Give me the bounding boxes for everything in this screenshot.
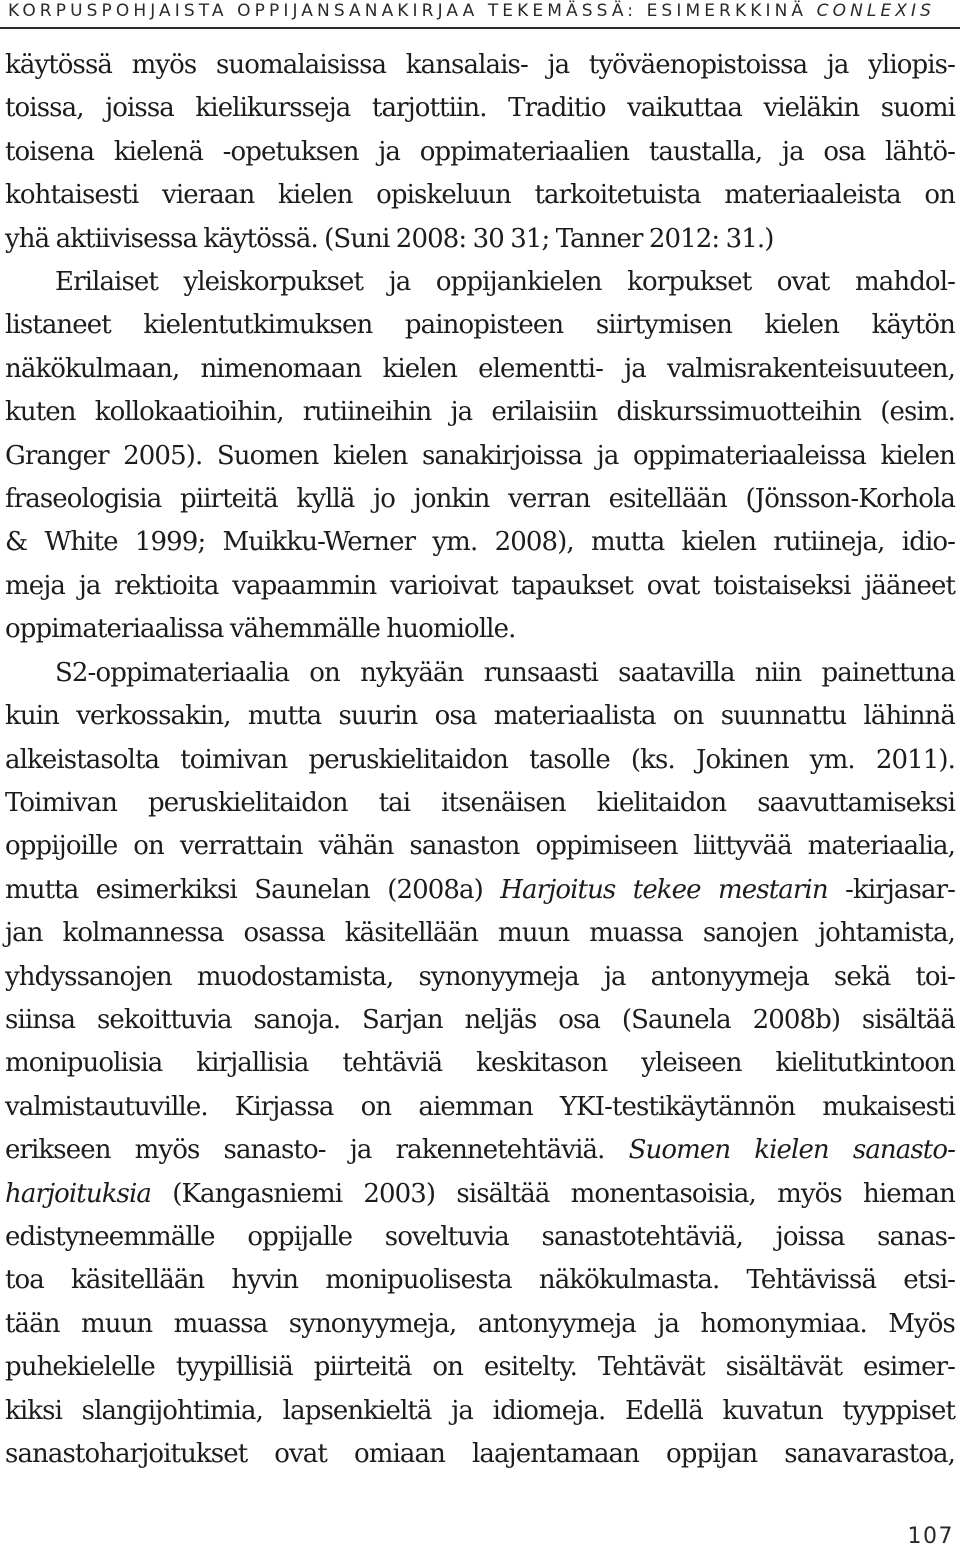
text-segment: valmistautuville. Kirjassa on aiemman YKI-testikäytännön mukaisesti [5,1091,955,1122]
text-segment: erikseen myös sanasto- ja rakennetehtäviä. [5,1135,629,1166]
text-segment: meja ja rektioita vapaammin varioivat tapaukset ovat toistaiseksi jääneet [5,570,955,601]
italic-title: harjoituksia [5,1178,152,1209]
text-segment: listaneet kielentutkimuksen painopisteen siirtymisen kielen käytön [5,310,955,341]
text-segment: siinsa sekoittuvia sanoja. Sarjan neljäs osa (Saunela 2008b) sisältää [5,1004,955,1035]
italic-title: Suomen kielen sanasto- [628,1135,955,1166]
text-segment: toissa, joissa kielikursseja tarjottiin. Traditio vaikuttaa vieläkin suomi [5,93,955,124]
body-text [5,44,955,1476]
text-segment: Erilaiset yleiskorpukset ja oppijankielen korpukset ovat mahdol- [55,267,955,298]
text-segment: näkökulmaan, nimenomaan kielen elementti- ja valmisrakenteisuuteen, [5,353,955,384]
text-line [5,435,955,478]
text-segment: yhdyssanojen muodostamista, synonyymeja ja antonyymeja sekä toi- [5,961,955,992]
text-segment: yhä aktiivisessa käytössä. (Suni 2008: 30 31; Tanner 2012: 31.) [5,223,774,254]
text-line [5,521,955,564]
text-segment: monipuolisia kirjallisia tehtäviä keskitason yleiseen kielitutkintoon [5,1048,955,1079]
text-line [5,912,955,955]
text-line [5,565,955,608]
italic-title: Harjoitus tekee mestarin [500,874,828,905]
text-segment: Granger 2005). Suomen kielen sanakirjoissa ja oppimateriaaleissa kielen [5,440,955,471]
text-line [5,1433,955,1476]
text-segment: S2-oppimateriaalia on nykyään runsaasti saatavilla niin painettuna [55,657,955,688]
text-segment: oppijoille on verrattain vähän sanaston oppimiseen liittyvää materiaalia, [5,831,955,862]
text-line [5,261,955,304]
text-line [5,652,955,695]
text-line [5,44,955,87]
text-line [5,1173,955,1216]
text-segment: sanastoharjoitukset ovat omiaan laajentamaan oppijan sanavarastoa, [5,1439,955,1469]
text-line [5,608,955,651]
text-line [5,956,955,999]
text-segment: (Kangasniemi 2003) sisältää monentasoisia, myös hieman [151,1178,955,1209]
header-rule [0,27,960,29]
text-segment: käytössä myös suomalaisissa kansalais- ja työväenopistoissa ja yliopis- [5,50,955,80]
text-line [5,348,955,391]
text-segment: mutta esimerkiksi Saunelan (2008a) [5,874,501,905]
text-line [5,391,955,434]
page-number: 107 [907,1524,954,1549]
text-line [5,1216,955,1259]
text-segment: Toimivan peruskielitaidon tai itsenäisen kielitaidon saavuttamiseksi [5,787,955,818]
text-line [5,478,955,521]
text-segment: tään muun muassa synonyymeja, antonyymeja ja homonymiaa. Myös [5,1308,955,1339]
text-line [5,1303,955,1346]
text-segment: jan kolmannessa osassa käsitellään muun muassa sanojen johtamista, [5,918,955,949]
text-line [5,739,955,782]
text-line [5,782,955,825]
running-head-text: KORPUSPOHJAISTA OPPIJANSANAKIRJAA TEKEMÄSSÄ: ESIMERKKINÄ [8,1,817,21]
text-segment: puhekielelle tyypillisiä piirteitä on esitelty. Tehtävät sisältävät esimer- [5,1352,955,1383]
text-line [5,695,955,738]
text-segment: & White 1999; Muikku-Werner ym. 2008), mutta kielen rutiineja, idio- [5,527,955,558]
text-segment: kuten kollokaatioihin, rutiineihin ja erilaisiin diskurssimuotteihin (esim. [5,397,955,428]
text-line [5,1086,955,1129]
text-line [5,869,955,912]
running-head-italic-text: CONLEXIS [816,1,936,21]
text-segment: oppimateriaalissa vähemmälle huomiolle. [5,614,516,645]
text-line [5,1346,955,1389]
text-line [5,1042,955,1085]
text-segment: kuin verkossakin, mutta suurin osa materiaalista on suunnattu lähinnä [5,701,955,732]
text-segment: fraseologisia piirteitä kyllä jo jonkin verran esitellään (Jönsson-Korhola [5,484,955,515]
running-head [8,0,958,22]
text-line [5,1259,955,1302]
text-line [5,999,955,1042]
text-line [5,87,955,130]
text-segment: toisena kielenä -opetuksen ja oppimateriaalien taustalla, ja osa lähtö- [5,136,955,167]
text-line [5,825,955,868]
text-segment: -kirjasar- [827,874,955,905]
text-line [5,1390,955,1433]
text-line [5,1129,955,1172]
text-line [5,218,955,261]
text-segment: edistyneemmälle oppijalle soveltuvia sanastotehtäviä, joissa sanas- [5,1221,955,1252]
text-line [5,131,955,174]
text-segment: alkeistasolta toimivan peruskielitaidon tasolle (ks. Jokinen ym. 2011). [5,744,955,775]
text-segment: toa käsitellään hyvin monipuolisesta näkökulmasta. Tehtävissä etsi- [5,1265,955,1296]
text-segment: kohtaisesti vieraan kielen opiskeluun tarkoitetuista materiaaleista on [5,180,955,211]
text-line [5,174,955,217]
text-segment: kiksi slangijohtimia, lapsenkieltä ja idiomeja. Edellä kuvatun tyyppiset [5,1395,955,1426]
text-line [5,304,955,347]
